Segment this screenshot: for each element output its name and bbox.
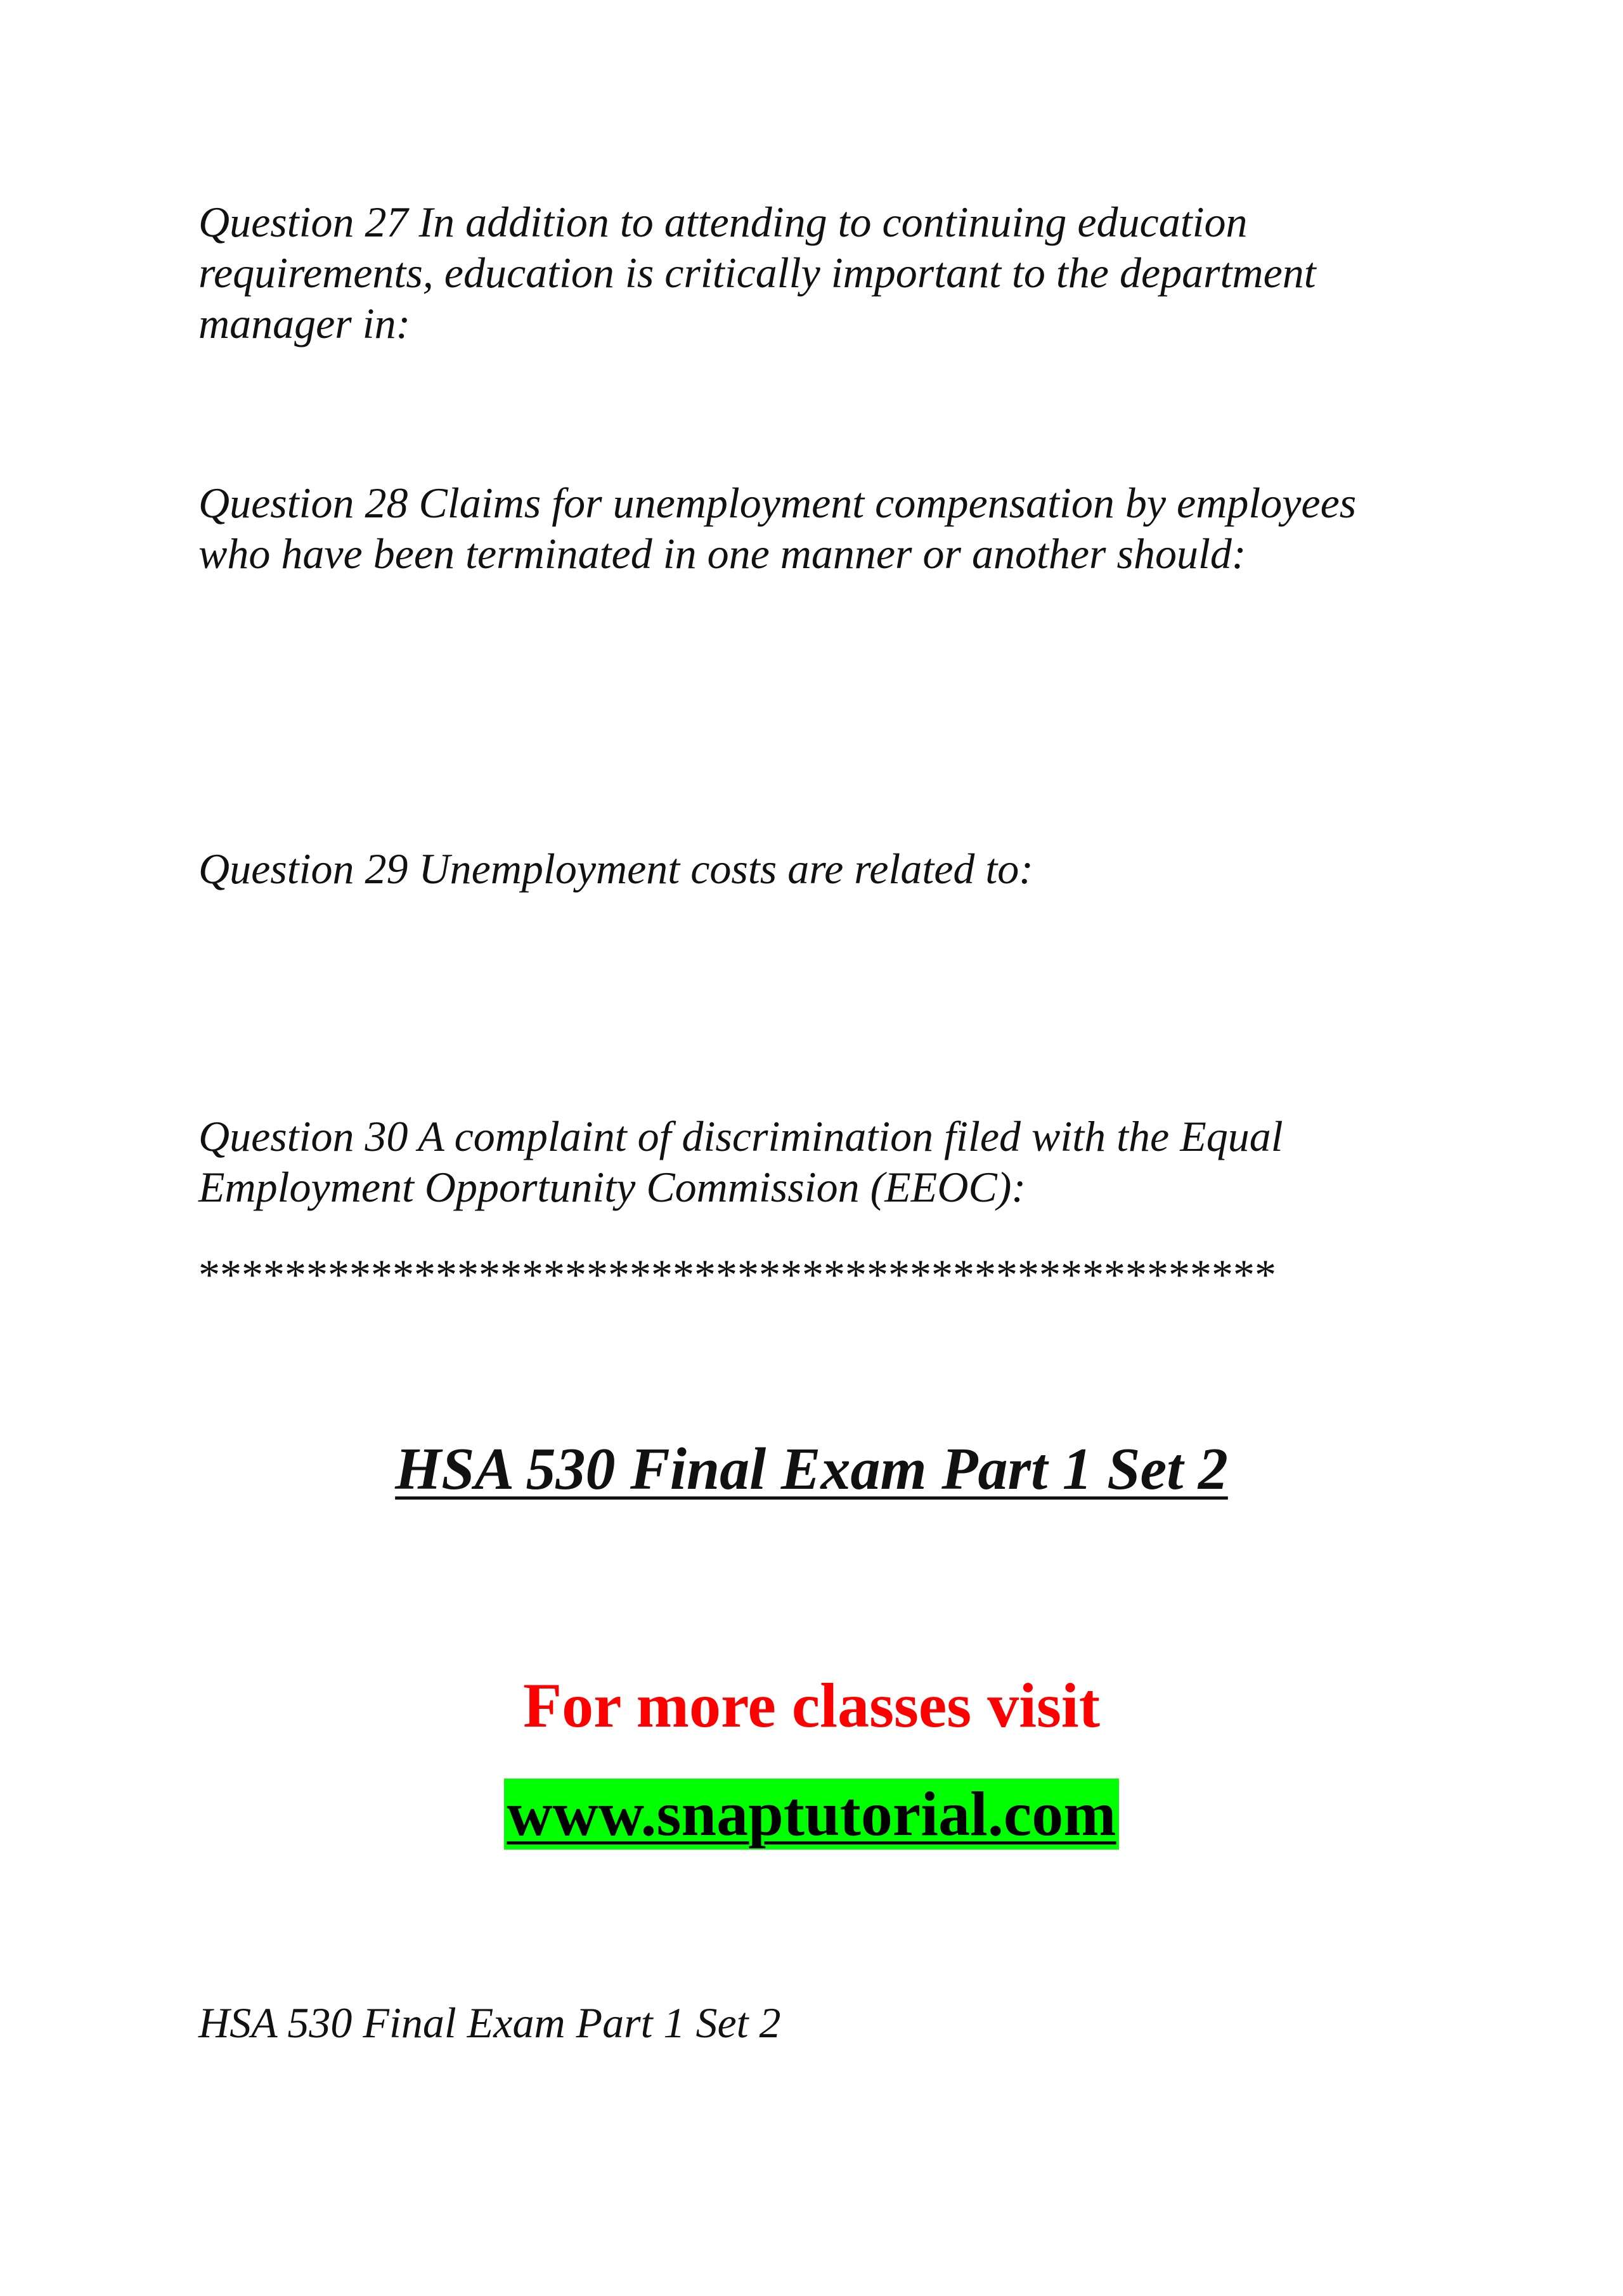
question-29: [198, 843, 1466, 894]
promo-text: For more classes visit: [522, 1670, 1100, 1741]
snaptutorial-link[interactable]: www.snaptutorial.com: [504, 1779, 1118, 1850]
asterisk-separator: **************************************************: [198, 1250, 1276, 1299]
question-30: [198, 1111, 1466, 1212]
footer-title: HSA 530 Final Exam Part 1 Set 2: [198, 1999, 781, 2047]
question-28-line-1: Question 28 Claims for unemployment compensation by employees: [198, 479, 1357, 527]
section-title: HSA 530 Final Exam Part 1 Set 2: [395, 1436, 1228, 1502]
question-29-line-1: Question 29 Unemployment costs are related to:: [198, 845, 1033, 893]
question-27-line-3: manager in:: [198, 299, 411, 347]
question-30-line-2: Employment Opportunity Commission (EEOC):: [198, 1163, 1026, 1211]
link-container: [0, 1779, 1623, 1850]
question-27: [198, 197, 1466, 349]
question-28-line-2: who have been terminated in one manner or another should:: [198, 529, 1246, 578]
question-27-line-2: requirements, education is critically important to the department: [198, 249, 1316, 297]
question-27-line-1: Question 27 In addition to attending to continuing education: [198, 198, 1248, 246]
question-28: [198, 477, 1466, 579]
question-30-line-1: Question 30 A complaint of discrimination filed with the Equal: [198, 1112, 1283, 1160]
